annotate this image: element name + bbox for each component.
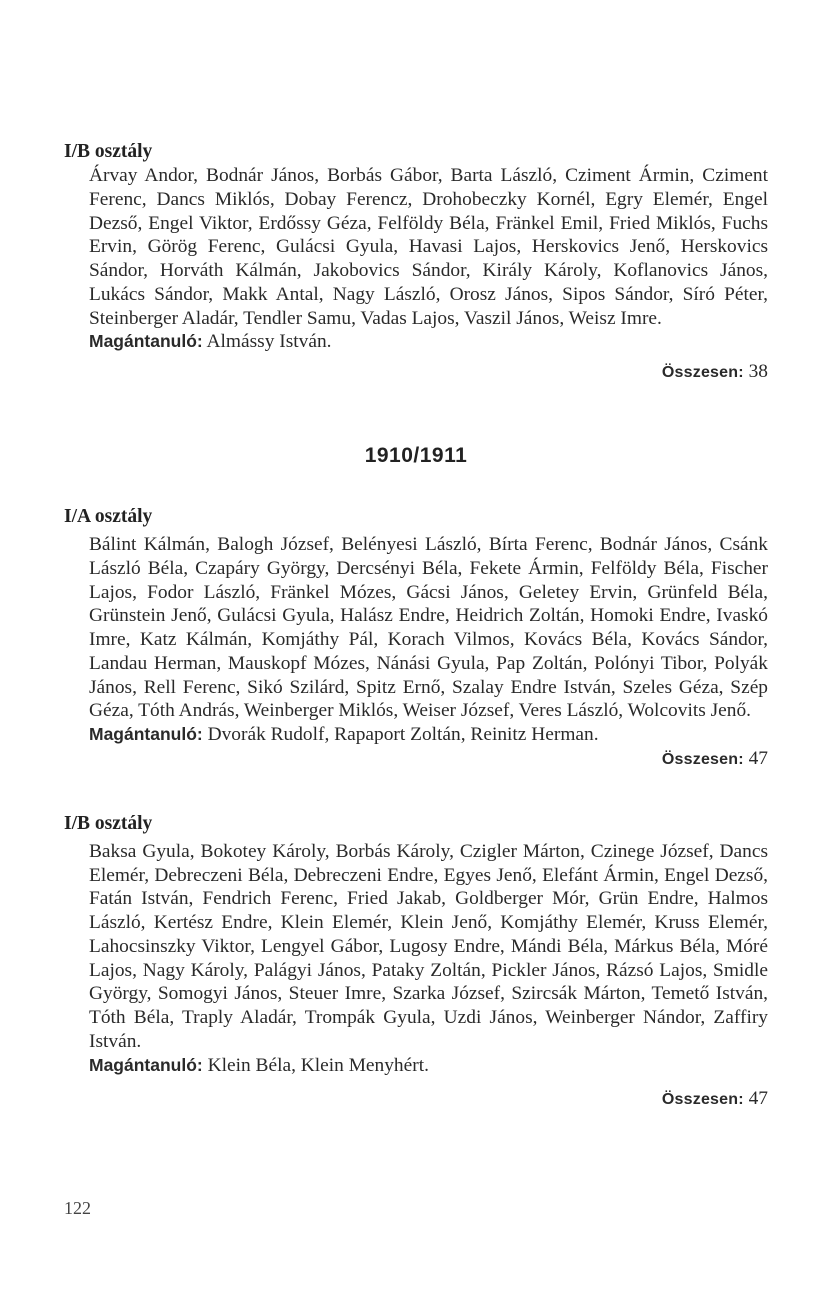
total-value: 47 xyxy=(748,1088,768,1110)
private-students-names: Klein Béla, Klein Menyhért. xyxy=(207,1054,429,1076)
class-heading: I/A osztály xyxy=(64,506,153,527)
private-students-label: Magántanuló: xyxy=(89,1054,203,1075)
private-students-label: Magántanuló: xyxy=(89,724,203,744)
private-students-names: Dvorák Rudolf, Rapaport Zoltán, Reinitz Herman. xyxy=(207,724,599,745)
class-heading: I/B osztály xyxy=(64,812,153,834)
total-label: Összesen: xyxy=(661,364,744,381)
student-list: Baksa Gyula, Bokotey Károly, Borbás Károly, Czigler Márton, Czinege József, Dancs Elemér, Debreczeni Béla, Debreczeni Endre, Egyes Jenő, Elefánt Ármin, Engel Dezső, Fatán István, Fendrich Ferenc, Fried Jakab, Goldberger Mór, Grün Endre, Halmos László, Kertész Endre, Klein Elemér, Klein Jenő, Komjáthy Elemér, Kruss Elemér, Lahocsinszky Viktor, Lengyel Gábor, Lugosy Endre, Mándi Béla, Márkus Béla, Móré Lajos, Nagy Károly, Palágyi János, Pataky Zoltán, Pickler János, Rázsó Lajos, Smidle György, Somogyi János, Steuer Imre, Szarka József, Szircsák Márton, Temető István, Tóth Béla, Traply Aladár, Trompák Gyula, Uzdi János, Weinberger Nándor, Zaffiry István. xyxy=(89,840,768,1052)
class-section-1a-1910 xyxy=(64,505,768,772)
class-heading: I/B osztály xyxy=(64,141,153,162)
page-number: 122 xyxy=(64,1198,91,1218)
total-label: Összesen: xyxy=(661,750,744,768)
total-value: 47 xyxy=(748,747,768,769)
private-students xyxy=(89,723,768,747)
class-total xyxy=(64,747,768,772)
class-total xyxy=(64,360,768,385)
private-students-label: Magántanuló: xyxy=(89,331,203,352)
student-list: Bálint Kálmán, Balogh József, Belényesi László, Bírta Ferenc, Bodnár János, Csánk László Béla, Czapáry György, Dercsényi Béla, Fekete Ármin, Felföldy Béla, Fischer Lajos, Fodor László, Fränkel Mózes, Gácsi János, Geletey Ervin, Grünfeld Béla, Grünstein Jenő, Gulácsi Gyula, Halász Endre, Heidrich Zoltán, Homoki Endre, Ivaskó Imre, Katz Kálmán, Komjáthy Pál, Korach Vilmos, Kovács Béla, Kovács Sándor, Landau Herman, Mauskopf Mózes, Nánási Gyula, Pap Zoltán, Polónyi Tibor, Polyák János, Rell Ferenc, Sikó Szilárd, Spitz Ernő, Szalay Endre István, Szeles Géza, Szép Géza, Tóth András, Weinberger Miklós, Weiser József, Veres László, Wolcovits Jenő. xyxy=(89,534,768,722)
page-content xyxy=(64,140,768,1112)
class-total xyxy=(64,1087,768,1112)
private-students xyxy=(89,1054,768,1078)
class-section-1b-1909 xyxy=(64,140,768,385)
total-label: Összesen: xyxy=(661,1091,744,1109)
class-section-1b-1910 xyxy=(64,812,768,1113)
private-students xyxy=(89,330,768,354)
private-students-names: Almássy István. xyxy=(206,331,332,353)
total-value: 38 xyxy=(748,361,768,382)
school-year-heading: 1910/1911 xyxy=(364,444,468,467)
student-list: Árvay Andor, Bodnár János, Borbás Gábor, Barta László, Cziment Ármin, Cziment Ferenc, Dancs Miklós, Dobay Ferencz, Drohobeczky Kornél, Egry Elemér, Engel Dezső, Engel Viktor, Erdőssy Géza, Felföldy Béla, Fränkel Emil, Fried Miklós, Fuchs Ervin, Görög Ferenc, Gulácsi Gyula, Havasi Lajos, Herskovics Jenő, Herskovics Sándor, Horváth Kálmán, Jakobovics Sándor, Király Károly, Koflanovics János, Lukács Sándor, Makk Antal, Nagy László, Orosz János, Sipos Sándor, Síró Péter, Steinberger Aladár, Tendler Samu, Vadas Lajos, Vaszil János, Weisz Imre. xyxy=(89,165,768,329)
